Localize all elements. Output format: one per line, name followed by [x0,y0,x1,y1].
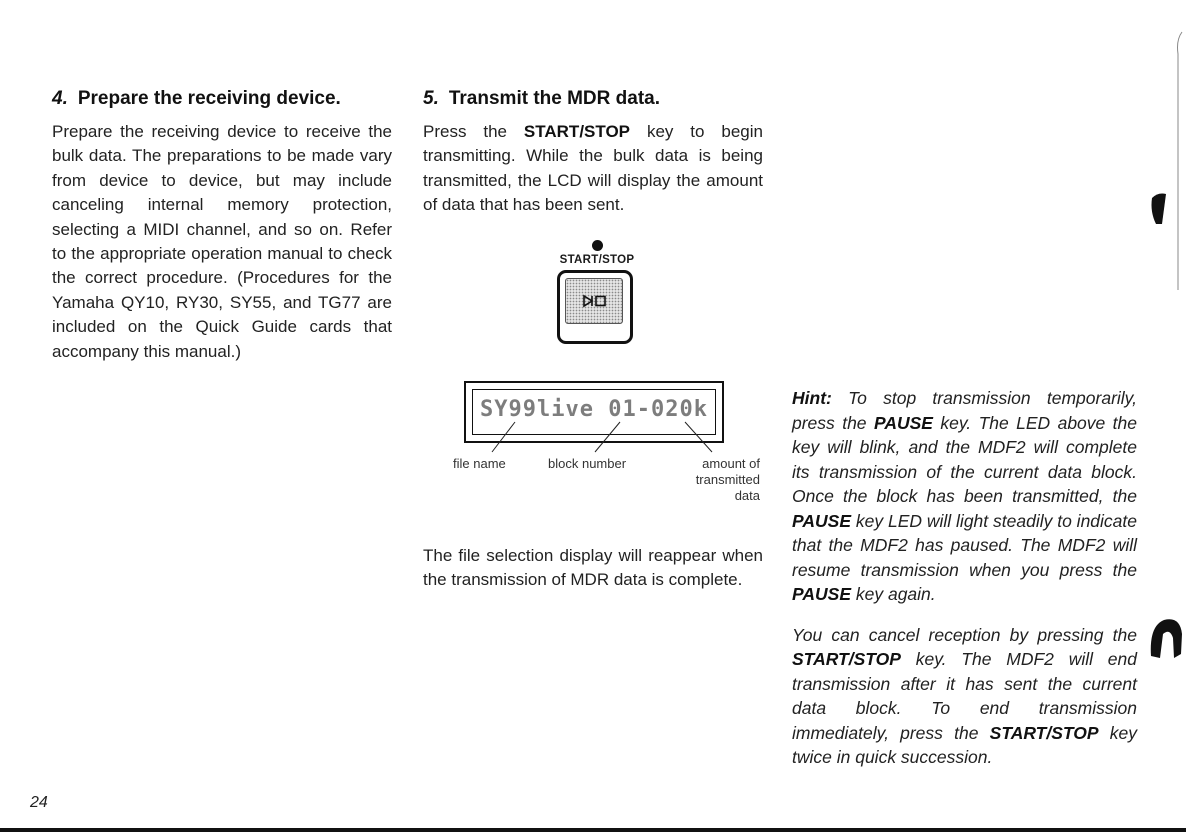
caption-amount-line3: data [734,488,760,503]
step4-heading [52,88,392,110]
start-stop-key-illustration [547,240,647,340]
right-column [792,386,1137,770]
start-stop-key-label: START/STOP [559,254,635,266]
hint-text-c: key LED will light steadily to indicate that the MDF2 has paused. The MDF2 will resume transmission when you press the [792,510,1137,580]
middle-column-lower [423,544,763,593]
caption-file-name: file name [453,456,506,471]
cancel-text-b: key. The MDF2 will end transmission after it has sent the current data block. To end transmission immediately, press the [792,649,1137,743]
cancel-paragraph [792,623,1137,770]
cancel-text-c: key twice in quick succession. [792,722,1137,767]
cancel-text-a: You can cancel reception by pressing the [792,624,1137,645]
button-face [565,278,623,324]
tab-marker-icon [1148,192,1170,226]
binding-mark-icon [1170,30,1186,290]
page-number: 24 [30,794,48,811]
start-stop-key-name: START/STOP [792,649,901,669]
hint-text-b: key. The LED above the key will blink, and the MDF2 will complete its transmission of the current data block. Once the block has been transmitted, the [792,412,1137,506]
bottom-rule [0,828,1186,832]
tab-marker-icon [1148,614,1184,662]
caption-amount [660,456,760,504]
step4-paragraph: Prepare the receiving device to receive the bulk data. The preparations to be made vary from device to device, but may include canceling internal memory protection, selecting a MIDI channel, and so on. Refer to the appropriate operation manual to check the correct procedure. (Procedures for the Yamaha QY10, RY30, SY55, and TG77 are included on the Quick Guide cards that accompany this manual.) [52,122,392,361]
start-stop-button [557,270,633,344]
hint-text-d: key again. [851,584,936,604]
step5-text-a: Press the [423,122,524,141]
step5-text-b: key to begin transmitting. While the bulk data is being transmitted, the LCD will display the amount of data that has been sent. [423,122,763,215]
start-stop-key-name: START/STOP [523,122,631,141]
step5-paragraph [423,120,763,218]
hint-text-a: To stop transmission temporarily, press the [792,388,1137,433]
pause-key-name: PAUSE [792,510,851,531]
caption-amount-line2: transmitted [695,472,760,487]
play-stop-icon [583,293,607,309]
middle-column [423,88,763,218]
hint-paragraph [792,386,1137,607]
pause-key-name: PAUSE [792,584,851,604]
caption-block-number: block number [548,456,627,471]
step4-title: Prepare the receiving device. [77,88,341,109]
step5-heading [423,88,763,110]
step4-number: 4. [52,88,68,109]
pause-key-name: PAUSE [873,412,933,433]
caption-amount-line1: amount of [702,456,760,471]
left-column [52,88,392,364]
step5-number: 5. [423,88,439,109]
lcd-readout: SY99live 01-020k [480,397,708,422]
hint-label: Hint: [792,388,832,408]
start-stop-key-name: START/STOP [989,722,1099,743]
led-indicator [592,240,603,251]
step5-title: Transmit the MDR data. [448,88,661,109]
completion-paragraph: The file selection display will reappear when the transmission of MDR data is complete. [423,546,763,590]
